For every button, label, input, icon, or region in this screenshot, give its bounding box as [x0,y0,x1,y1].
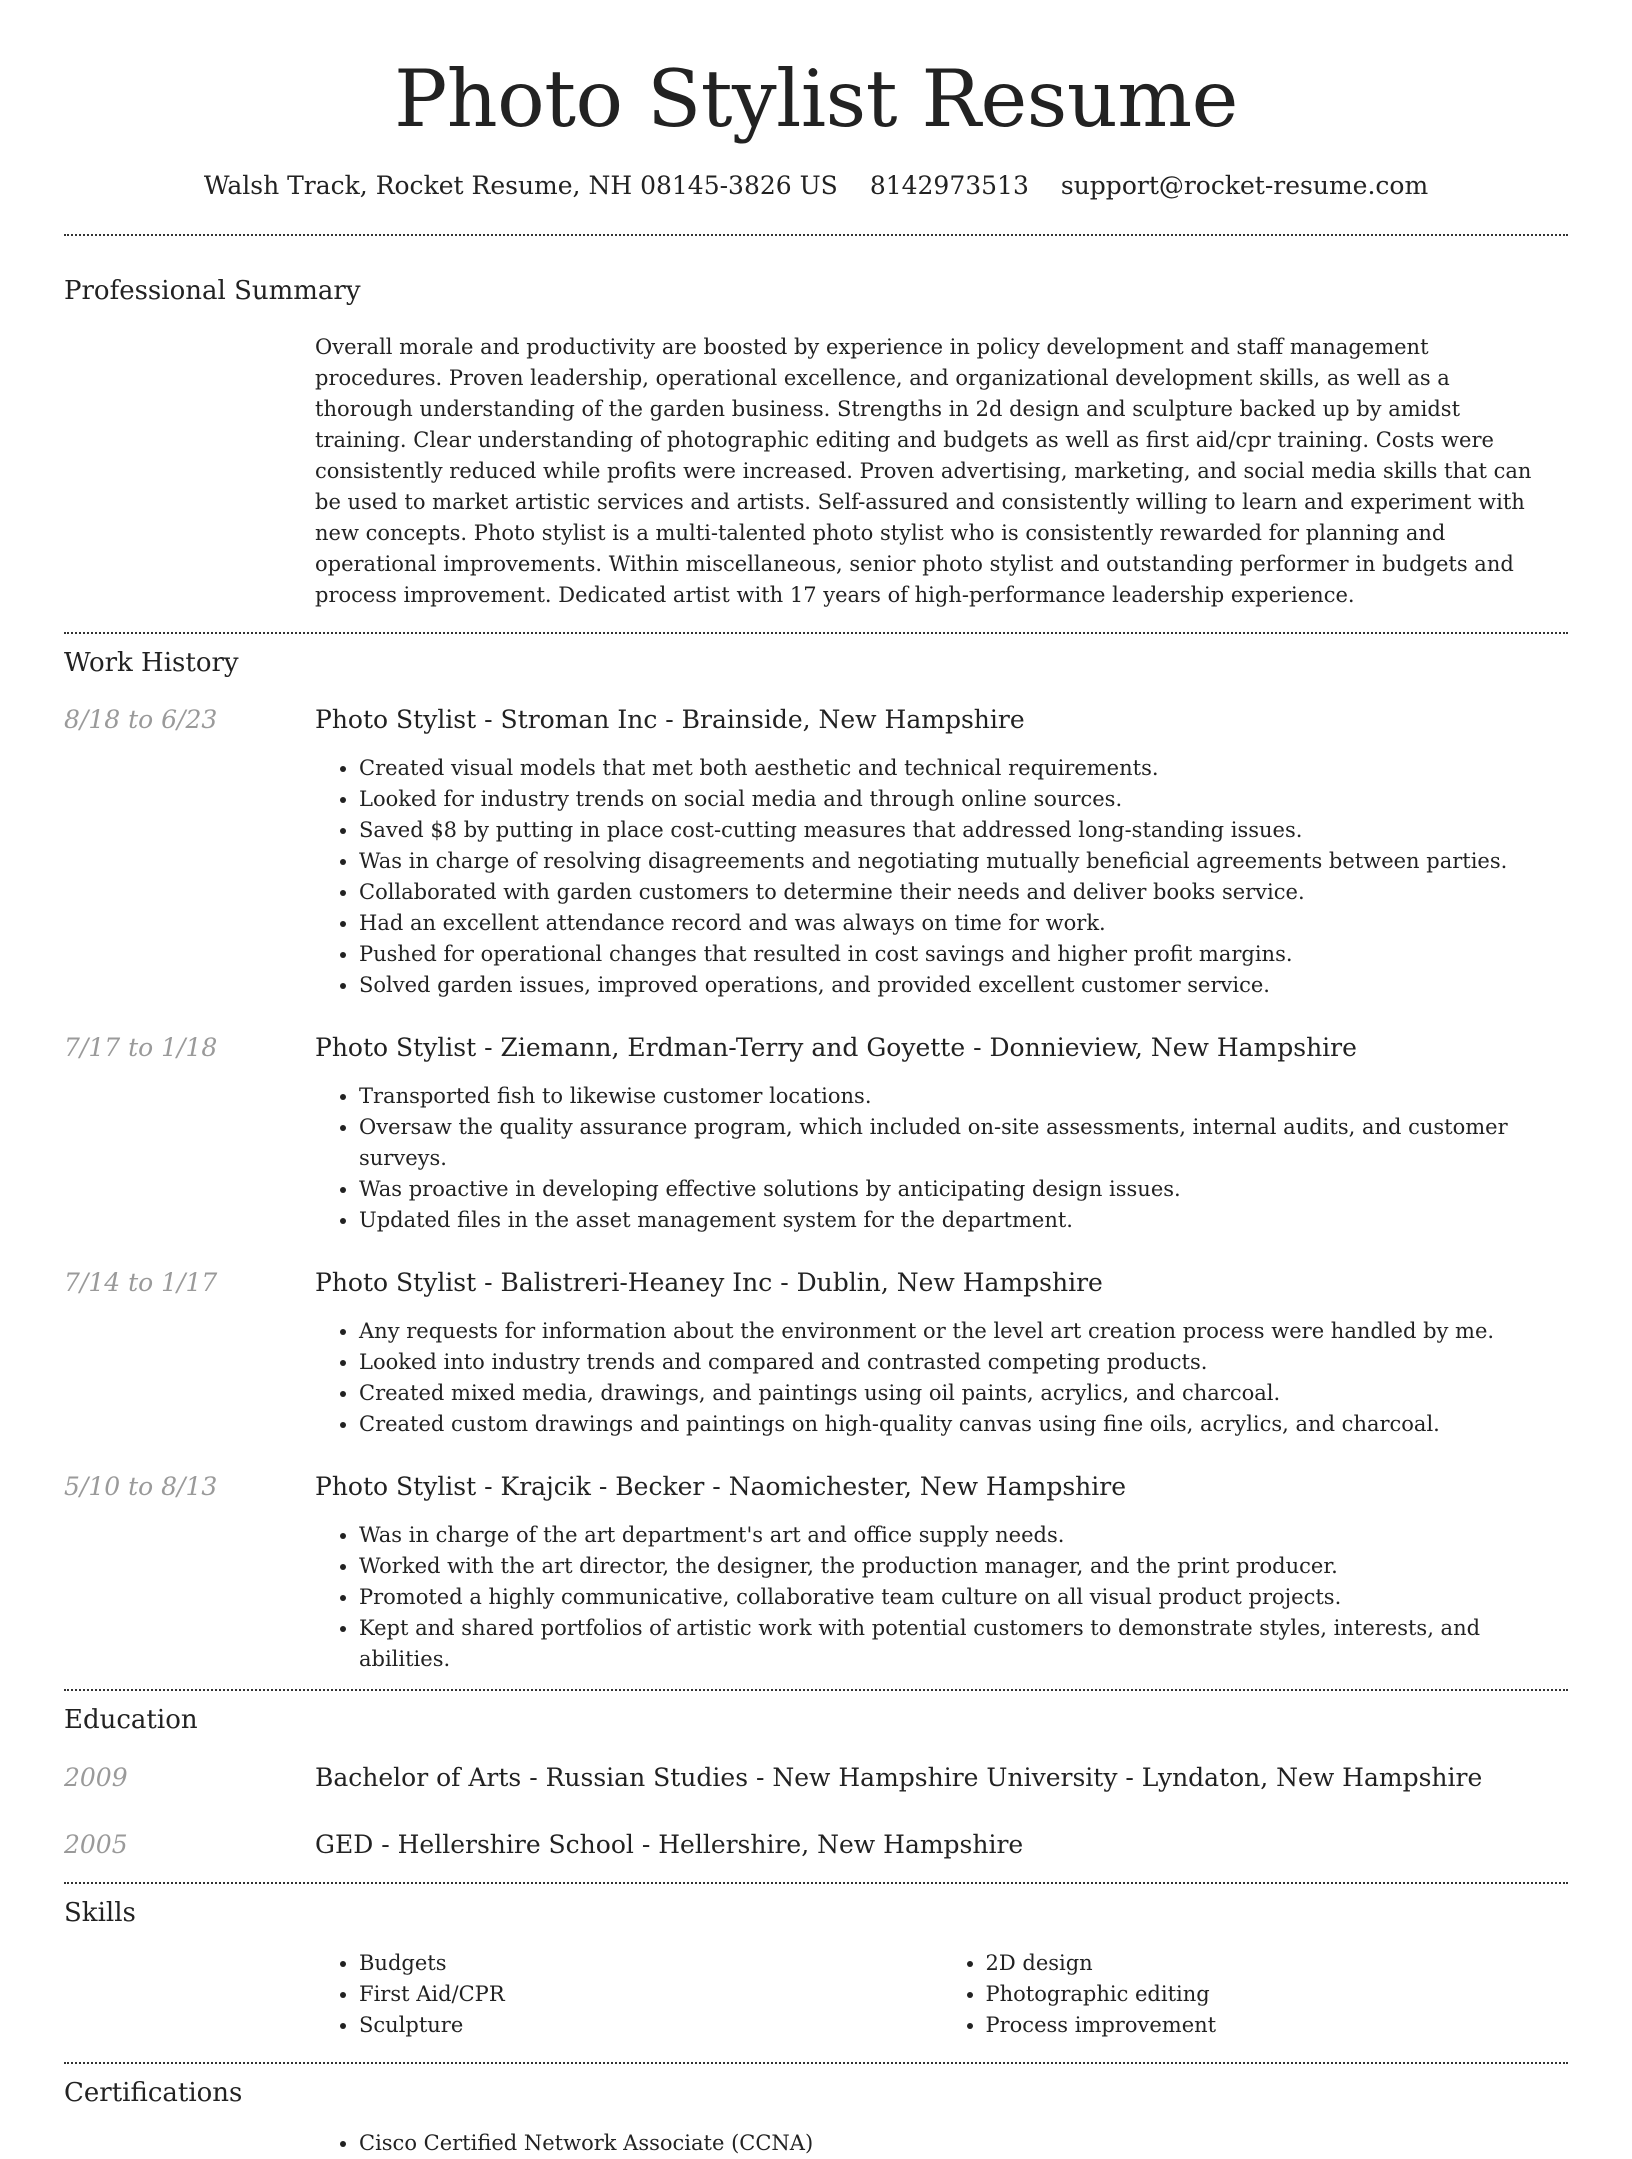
job-bullet: • Kept and shared portfolios of artistic work with potential customers to demonstrate styles, interests, and abilities. [359,1613,1568,1675]
job-entry [64,1033,1568,1236]
job-bullet: • Updated files in the asset management system for the department. [359,1205,1568,1236]
skill-item: • Process improvement [986,2010,1569,2041]
divider [64,2062,1568,2064]
job-bullet: • Collaborated with garden customers to determine their needs and deliver books service. [359,877,1568,908]
resume-title: Photo Stylist Resume [394,53,1238,145]
job-date: 5/10 to 8/13 [64,1472,218,1501]
job-bullet: • Promoted a highly communicative, collaborative team culture on all visual product projects. [359,1582,1568,1613]
section-heading-summary: Professional Summary [64,276,361,306]
job-bullets [315,1316,1568,1440]
skills-column-left [315,1948,942,2041]
job-date: 7/17 to 1/18 [64,1033,218,1062]
education-entry [64,1830,1568,1860]
certification-item: • Cisco Certified Network Associate (CCNA) [359,2128,1568,2159]
job-bullet: • Created mixed media, drawings, and paintings using oil paints, acrylics, and charcoal. [359,1378,1568,1409]
skills-list [315,1948,1568,2041]
skill-item: • First Aid/CPR [359,1979,942,2010]
job-title: Photo Stylist - Ziemann, Erdman-Terry and Goyette - Donnieview, New Hampshire [315,1033,1357,1062]
certifications-list [315,2128,1568,2159]
divider [64,632,1568,634]
job-bullets [315,753,1568,1001]
job-title: Photo Stylist - Stroman Inc - Brainside, New Hampshire [315,705,1025,734]
contact-phone: 8142973513 [869,171,1029,200]
divider [64,1689,1568,1691]
job-bullet: • Created custom drawings and paintings on high-quality canvas using fine oils, acrylics, and charcoal. [359,1409,1568,1440]
job-bullet: • Pushed for operational changes that resulted in cost savings and higher profit margins. [359,939,1568,970]
skill-item: • Photographic editing [986,1979,1569,2010]
job-bullets [315,1520,1568,1675]
job-date: 8/18 to 6/23 [64,705,218,734]
resume-page [64,0,1568,2159]
job-bullet: • Looked into industry trends and compared and contrasted competing products. [359,1347,1568,1378]
job-bullet: • Oversaw the quality assurance program, which included on-site assessments, internal audits, and customer surveys. [359,1112,1568,1174]
skill-item: • 2D design [986,1948,1569,1979]
job-bullet: • Solved garden issues, improved operations, and provided excellent customer service. [359,970,1568,1001]
education-entry [64,1763,1568,1793]
summary-text: Overall morale and productivity are boosted by experience in policy development and staff management procedures. Proven leadership, operational excellence, and organizational development skills, as well as a thorough understanding of the garden business. Strengths in 2d design and sculpture backed up by amidst training. Clear understanding of photographic editing and budgets as well as first aid/cpr training. Costs were consistently reduced while profits were increased. Proven advertising, marketing, and social media skills that can be used to market artistic services and artists. Self-assured and consistently willing to learn and experiment with new concepts. Photo stylist is a multi-talented photo stylist who is consistently rewarded for planning and operational improvements. Within miscellaneous, senior photo stylist and outstanding performer in budgets and process improvement. Dedicated artist with 17 years of high-performance leadership experience. [315,335,1532,607]
divider [64,1882,1568,1884]
section-heading-certifications: Certifications [64,2078,243,2108]
job-bullet: • Worked with the art director, the designer, the production manager, and the print producer. [359,1551,1568,1582]
job-bullet: • Was in charge of the art department's art and office supply needs. [359,1520,1568,1551]
job-bullet: • Had an excellent attendance record and was always on time for work. [359,908,1568,939]
job-bullet: • Looked for industry trends on social media and through online sources. [359,784,1568,815]
job-entry [64,1268,1568,1440]
education-title: GED - Hellershire School - Hellershire, New Hampshire [315,1830,1024,1859]
job-bullets [315,1081,1568,1236]
job-bullet: • Transported fish to likewise customer locations. [359,1081,1568,1112]
divider [64,234,1568,236]
job-bullet: • Was in charge of resolving disagreements and negotiating mutually beneficial agreements between parties. [359,846,1568,877]
job-title: Photo Stylist - Krajcik - Becker - Naomichester, New Hampshire [315,1472,1126,1501]
contact-address: Walsh Track, Rocket Resume, NH 08145-3826 US [203,171,838,200]
contact-line [64,171,1568,200]
job-entry [64,705,1568,1001]
job-date: 7/14 to 1/17 [64,1268,218,1297]
section-heading-skills: Skills [64,1898,136,1928]
job-bullet: • Was proactive in developing effective solutions by anticipating design issues. [359,1174,1568,1205]
job-bullet: • Created visual models that met both aesthetic and technical requirements. [359,753,1568,784]
education-title: Bachelor of Arts - Russian Studies - New Hampshire University - Lyndaton, New Hampshire [315,1763,1483,1792]
job-bullet: • Saved $8 by putting in place cost-cutting measures that addressed long-standing issues. [359,815,1568,846]
skill-item: • Sculpture [359,2010,942,2041]
section-heading-education: Education [64,1705,198,1735]
section-heading-work-history: Work History [64,648,239,678]
contact-email: support@rocket-resume.com [1060,171,1429,200]
job-title: Photo Stylist - Balistreri-Heaney Inc - Dublin, New Hampshire [315,1268,1103,1297]
skill-item: • Budgets [359,1948,942,1979]
skills-column-right [942,1948,1569,2041]
education-date: 2009 [64,1763,128,1792]
job-entry [64,1472,1568,1675]
job-bullet: • Any requests for information about the environment or the level art creation process were handled by me. [359,1316,1568,1347]
education-date: 2005 [64,1830,128,1859]
